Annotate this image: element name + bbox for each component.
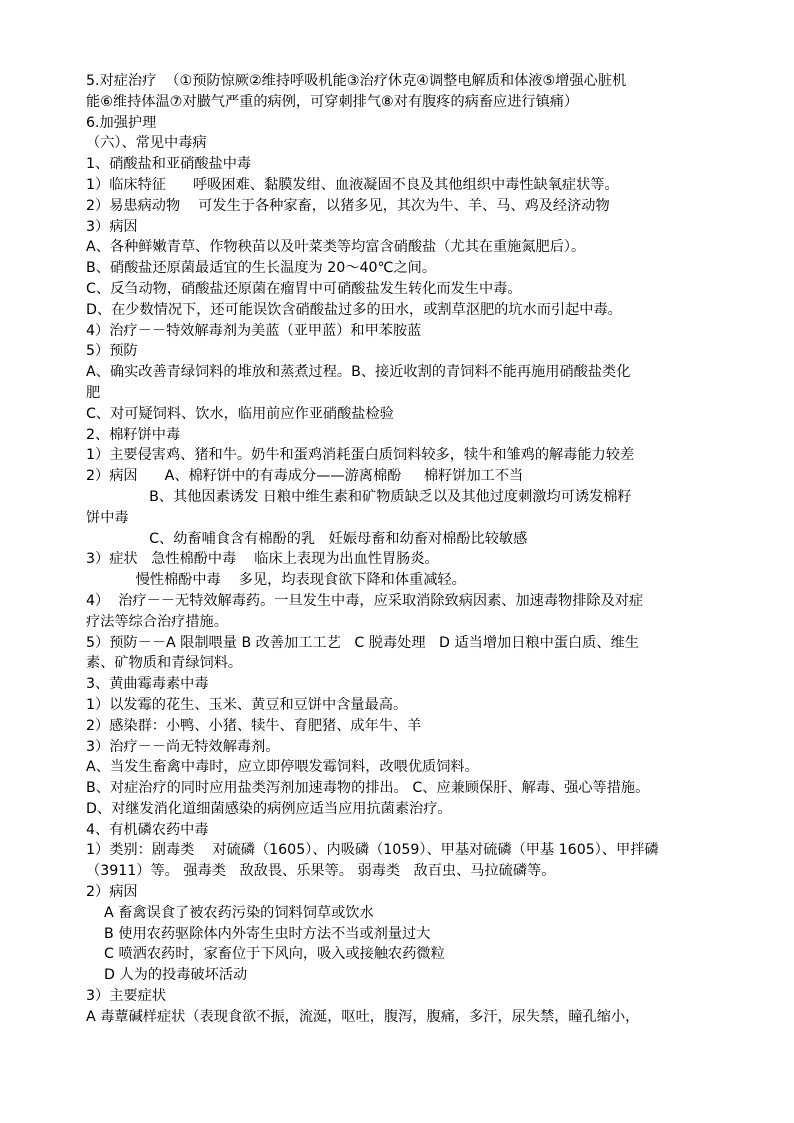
text-line: 疗法等综合治疗措施。 xyxy=(86,613,228,630)
text-line: 3）病因 xyxy=(86,218,138,235)
subsection-heading: 3、黄曲霉毒素中毒 xyxy=(86,676,209,693)
text-line: D、在少数情况下，还可能误饮含硝酸盐过多的田水，或割草沤肥的坑水而引起中毒。 xyxy=(86,301,622,318)
subsection-heading: 4、有机磷农药中毒 xyxy=(86,821,209,838)
text-line: 肥 xyxy=(86,384,101,401)
text-line: （3911）等。 强毒类 敌敌畏、乐果等。 弱毒类 敌百虫、马拉硫磷等。 xyxy=(86,863,556,880)
text-line: D 人为的投毒破坏活动 xyxy=(86,967,248,984)
text-line: 2）易患病动物 可发生于各种家畜，以猪多见，其次为牛、羊、马、鸡及经济动物 xyxy=(86,197,610,214)
text-line: B、其他因素诱发 日粮中维生素和矿物质缺乏以及其他过度刺激均可诱发棉籽 xyxy=(86,488,632,505)
text-line: 4） 治疗－－无特效解毒药。一旦发生中毒，应采取消除致病因素、加速毒物排除及对症 xyxy=(86,592,644,609)
text-line: B、硝酸盐还原菌最适宜的生长温度为 20～40℃之间。 xyxy=(86,260,437,277)
text-line: 3）治疗－－尚无特效解毒剂。 xyxy=(86,738,280,755)
text-line: 1）主要侵害鸡、猪和牛。奶牛和蛋鸡消耗蛋白质饲料较多，犊牛和雏鸡的解毒能力较差 xyxy=(86,447,635,464)
text-line: 1）类别：剧毒类 对硫磷（1605）、内吸磷（1059）、甲基对硫磷（甲基 1605）、甲拌磷 xyxy=(86,842,659,859)
subsection-heading: 2、棉籽饼中毒 xyxy=(86,426,181,443)
text-line: A 毒蕈碱样症状（表现食欲不振，流涎，呕吐，腹泻，腹痛，多汗，尿失禁，瞳孔缩小， xyxy=(86,1008,640,1025)
text-line: A、各种鲜嫩青草、作物秧苗以及叶菜类等均富含硝酸盐（尤其在重施氮肥后）。 xyxy=(86,239,586,256)
text-line: 5.对症治疗 （①预防惊厥②维持呼吸机能③治疗休克④调整电解质和体液⑤增强心脏机 xyxy=(86,73,627,89)
text-line: C、对可疑饲料、饮水，临用前应作亚硝酸盐检验 xyxy=(86,405,394,422)
text-line: 能⑥维持体温⑦对臌气严重的病例，可穿刺排气⑧对有腹疼的病畜应进行镇痛） xyxy=(86,93,579,110)
text-line: C、反刍动物，硝酸盐还原菌在瘤胃中可硝酸盐发生转化而发生中毒。 xyxy=(86,280,522,297)
text-line: 1）临床特征 呼吸困难、黏膜发绀、血液凝固不良及其他组织中毒性缺氧症状等。 xyxy=(86,176,619,193)
text-line: 2）感染群：小鸭、小猪、犊牛、育肥猪、成年牛、羊 xyxy=(86,717,422,734)
text-line: C、幼畜哺食含有棉酚的乳 妊娠母畜和幼畜对棉酚比较敏感 xyxy=(86,530,528,547)
text-line: 2）病因 A、棉籽饼中的有毒成分——游离棉酚 棉籽饼加工不当 xyxy=(86,468,524,485)
section-heading: （六）、常见中毒病 xyxy=(86,135,207,152)
subsection-heading: 1、硝酸盐和亚硝酸盐中毒 xyxy=(86,156,252,173)
text-line: C 喷洒农药时，家畜位于下风向，吸入或接触农药微粒 xyxy=(86,946,445,963)
text-line: 3）主要症状 xyxy=(86,988,166,1005)
text-line: 3）症状 急性棉酚中毒 临床上表现为出血性胃肠炎。 xyxy=(86,551,439,568)
text-line: 5）预防 xyxy=(86,343,138,360)
text-line: 1）以发霉的花生、玉米、黄豆和豆饼中含量最高。 xyxy=(86,696,408,713)
text-line: 素、矿物质和青绿饲料。 xyxy=(86,655,243,672)
text-line: B、对症治疗的同时应用盐类泻剂加速毒物的排出。 C、应兼顾保肝、解毒、强心等措施。 xyxy=(86,780,650,797)
section-heading: 6.加强护理 xyxy=(86,114,157,131)
text-line: D、对继发消化道细菌感染的病例应适当应用抗菌素治疗。 xyxy=(86,800,452,817)
document-body xyxy=(86,71,716,1028)
text-line: A、确实改善青绿饲料的堆放和蒸煮过程。B、接近收割的青饲料不能再施用硝酸盐类化 xyxy=(86,364,631,381)
text-line: B 使用农药驱除体内外寄生虫时方法不当或剂量过大 xyxy=(86,925,431,942)
text-line: 4）治疗－－特效解毒剂为美蓝（亚甲蓝）和甲苯胺蓝 xyxy=(86,322,422,339)
text-line: 慢性棉酚中毒 多见，均表现食欲下降和体重减轻。 xyxy=(86,572,466,589)
text-line: 饼中毒 xyxy=(86,509,129,526)
text-line: A 畜禽误食了被农药污染的饲料饲草或饮水 xyxy=(86,904,374,921)
text-line: 2）病因 xyxy=(86,884,138,901)
text-line: 5）预防－－A 限制喂量 B 改善加工工艺 C 脱毒处理 D 适当增加日粮中蛋白质、维生 xyxy=(86,634,639,651)
text-line: A、当发生畜禽中毒时，应立即停喂发霉饲料，改喂优质饲料。 xyxy=(86,759,479,776)
